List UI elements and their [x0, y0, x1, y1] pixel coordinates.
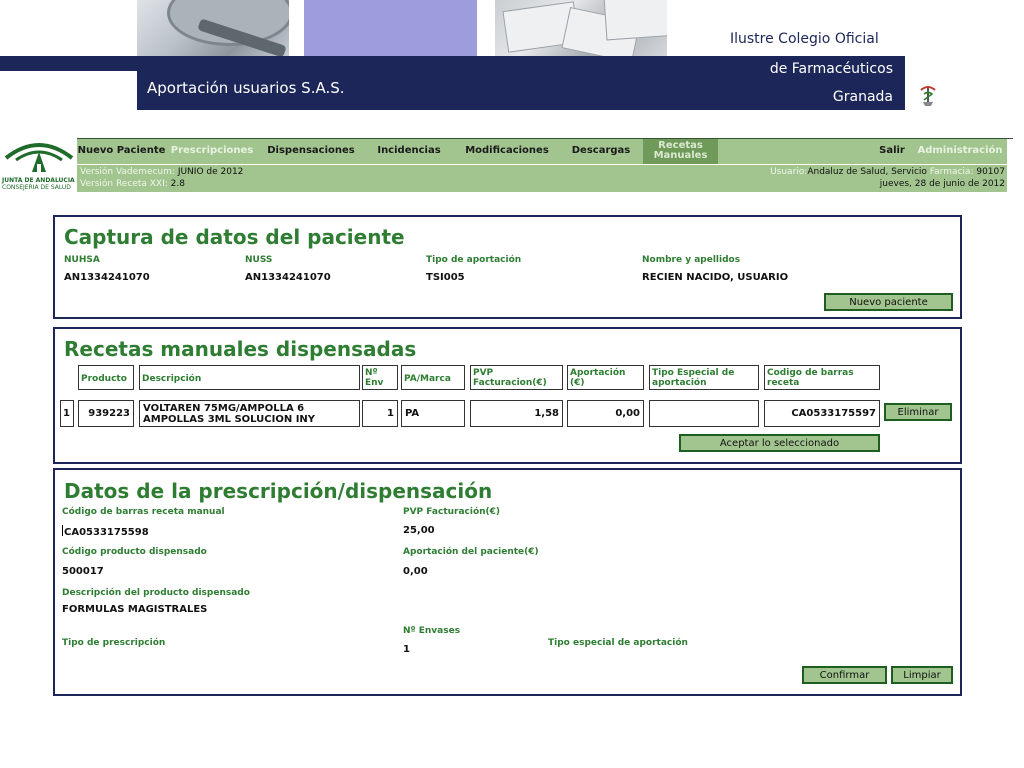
- cell-tipo-especial: [649, 400, 759, 427]
- colegio-name-line2: de Farmacéuticos: [769, 61, 893, 77]
- cell-nenv: 1: [362, 400, 398, 427]
- logo-caption-line1: JUNTA DE ANDALUCIA: [2, 177, 75, 184]
- panel-title: Recetas manuales dispensadas: [64, 337, 417, 361]
- logo-caption-line2: CONSEJERIA DE SALUD: [2, 184, 71, 191]
- nuhsa-label: NUHSA: [64, 255, 100, 265]
- vademecum-value: JUNIO de 2012: [177, 167, 244, 177]
- eliminar-button[interactable]: Eliminar: [884, 403, 952, 421]
- confirmar-button[interactable]: Confirmar: [802, 666, 887, 684]
- cell-descripcion: VOLTAREN 75MG/AMPOLLA 6 AMPOLLAS 3ML SOLUCION INY: [139, 400, 360, 427]
- pvp-value: 25,00: [403, 525, 435, 536]
- cell-producto: 939223: [78, 400, 134, 427]
- aportacion-paciente-value: 0,00: [403, 566, 428, 577]
- col-pamarca: PA/Marca: [401, 365, 465, 390]
- nav-modificaciones[interactable]: Modificaciones: [465, 145, 549, 156]
- limpiar-button[interactable]: Limpiar: [891, 666, 953, 684]
- usuario-label: Usuario:: [770, 167, 808, 177]
- colegio-name-line1: Ilustre Colegio Oficial: [730, 31, 879, 47]
- pvp-label: PVP Facturación(€): [403, 507, 501, 517]
- logo-caption: [2, 177, 80, 191]
- nav-dispensaciones[interactable]: Dispensaciones: [267, 145, 355, 156]
- session-info-bar: [77, 165, 1007, 192]
- nav-incidencias[interactable]: Incidencias: [377, 145, 441, 156]
- nav-prescripciones[interactable]: Prescripciones: [170, 145, 254, 156]
- colegio-name-line3: Granada: [832, 89, 893, 105]
- aportacion-paciente-label: Aportación del paciente(€): [403, 547, 539, 557]
- col-descripcion: Descripción: [139, 365, 360, 390]
- col-pvp: PVP Facturacion(€): [470, 365, 563, 390]
- app-title: Aportación usuarios S.A.S.: [147, 79, 345, 97]
- cell-pvp: 1,58: [470, 400, 563, 427]
- nav-descargas[interactable]: Descargas: [571, 145, 631, 156]
- banner-image-prescriptions: [495, 0, 667, 56]
- cell-pamarca: PA: [401, 400, 465, 427]
- header-band-left: [0, 56, 137, 71]
- receta-label: Versión Receta XXI:: [80, 179, 168, 189]
- descripcion-producto-label: Descripción del producto dispensado: [62, 588, 250, 598]
- farmacia-label: Farmacia:: [929, 167, 974, 177]
- user-info: [770, 167, 1005, 177]
- nav-administracion[interactable]: Administración: [917, 145, 1003, 156]
- codigo-producto-label: Código producto dispensado: [62, 547, 207, 557]
- codigo-barras-input[interactable]: [62, 525, 149, 538]
- recetas-panel: [53, 327, 962, 464]
- col-tipo-especial: Tipo Especial de aportación: [649, 365, 759, 390]
- nav-top-rule: [77, 138, 1013, 139]
- col-nenv: Nº Env: [362, 365, 398, 390]
- codigo-barras-label: Código de barras receta manual: [62, 507, 225, 517]
- codigo-barras-value: CA0533175598: [64, 527, 149, 538]
- row-index: 1: [60, 400, 74, 427]
- nav-recetas-manuales[interactable]: Recetas Manuales: [643, 138, 718, 164]
- receta-version: [80, 179, 185, 189]
- nuhsa-value: AN1334241070: [64, 272, 150, 283]
- aceptar-seleccionado-button[interactable]: Aceptar lo seleccionado: [679, 434, 880, 452]
- nombre-value: RECIEN NACIDO, USUARIO: [642, 272, 789, 283]
- usuario-value: Andaluz de Salud, Servicio: [807, 167, 927, 177]
- descripcion-producto-value: FORMULAS MAGISTRALES: [62, 604, 208, 615]
- prescription-data-panel: [53, 468, 962, 696]
- current-date: jueves, 28 de junio de 2012: [879, 179, 1005, 189]
- nenvases-value[interactable]: 1: [403, 644, 410, 655]
- cell-codigo-barras: CA0533175597: [764, 400, 880, 427]
- col-codigo-barras: Codigo de barras receta: [764, 365, 880, 390]
- receta-value: 2.8: [170, 179, 185, 189]
- nenvases-label: Nº Envases: [403, 626, 461, 636]
- tipo-especial-aportacion-label: Tipo especial de aportación: [548, 638, 688, 648]
- farmacia-value: 90107: [976, 167, 1005, 177]
- nuevo-paciente-button[interactable]: Nuevo paciente: [824, 293, 953, 311]
- tipo-aportacion-value: TSI005: [426, 272, 465, 283]
- patient-capture-panel: [53, 215, 962, 319]
- codigo-producto-value[interactable]: 500017: [62, 566, 104, 577]
- nav-salir[interactable]: Salir: [879, 145, 905, 156]
- nav-nuevo-paciente[interactable]: Nuevo Paciente: [77, 145, 166, 156]
- vademecum-version: [80, 167, 243, 177]
- col-producto: Producto: [78, 365, 134, 390]
- vademecum-label: Versión Vademecum:: [80, 167, 175, 177]
- cell-aportacion: 0,00: [567, 400, 644, 427]
- pharmacy-icon: [915, 82, 941, 108]
- banner-image-lavender: [304, 0, 477, 56]
- panel-title: Datos de la prescripción/dispensación: [64, 479, 493, 503]
- col-aportacion: Aportación (€): [567, 365, 644, 390]
- banner-image-medications: [137, 0, 289, 56]
- main-nav: [77, 138, 1007, 164]
- nombre-label: Nombre y apellidos: [642, 255, 741, 265]
- tipo-prescripcion-label: Tipo de prescripción: [62, 638, 166, 648]
- panel-title: Captura de datos del paciente: [64, 225, 405, 249]
- nuss-label: NUSS: [245, 255, 273, 265]
- nuss-value: AN1334241070: [245, 272, 331, 283]
- tipo-aportacion-label: Tipo de aportación: [426, 255, 522, 265]
